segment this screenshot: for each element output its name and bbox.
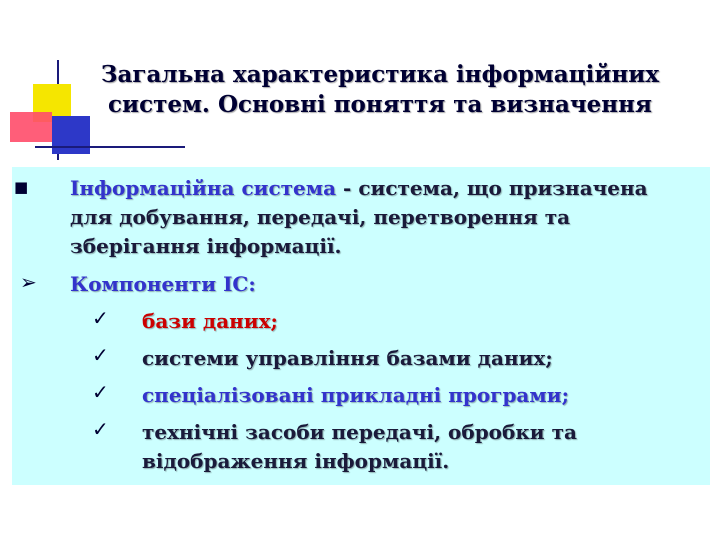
component-item-continuation: відображення інформації. [142,449,450,473]
component-item: спеціалізовані прикладні програми; [142,383,569,407]
component-item: бази даних; [142,309,278,333]
definition-term: Інформаційна система [70,176,337,200]
title-ornament-red-square [10,112,52,142]
components-heading: Компоненти ІС: [70,272,256,296]
slide-title-line-1: Загальна характеристика інформаційних [100,61,660,88]
component-item: системи управління базами даних; [142,346,553,370]
component-item: технічні засоби передачі, обробки та [142,420,577,444]
check-bullet-icon: ✓ [92,306,109,330]
title-ornament-horizontal-line [35,146,185,148]
square-bullet-icon: ■ [14,178,29,196]
definition-line-3: зберігання інформації. [70,234,342,258]
arrow-bullet-icon: ➢ [20,270,37,294]
check-bullet-icon: ✓ [92,380,109,404]
slide-title-line-2: систем. Основні поняття та визначення [108,91,652,118]
check-bullet-icon: ✓ [92,417,109,441]
definition-line-2: для добування, передачі, перетворення та [70,205,571,229]
title-ornament-blue-square [52,116,90,154]
definition-text: - система, що призначена [336,176,648,200]
definition-line-1 [70,174,710,202]
check-bullet-icon: ✓ [92,343,109,367]
slide-title [70,60,690,120]
